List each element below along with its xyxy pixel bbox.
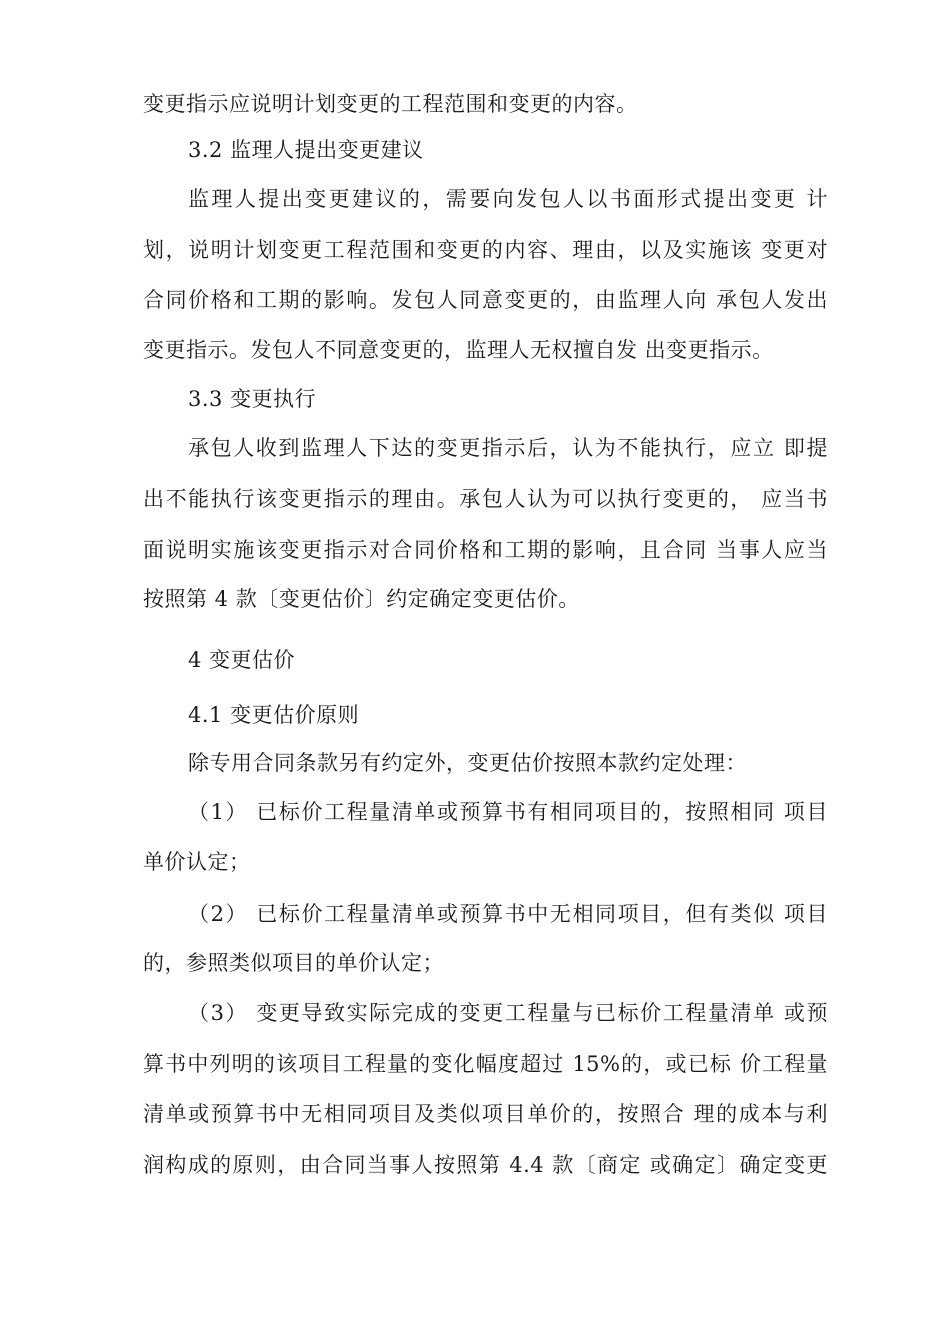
section-heading-3-2: 3.2 监理人提出变更建议 [188,138,424,162]
body-text-line: 承包人收到监理人下达的变更指示后，认为不能执行，应立 即提 [188,436,828,460]
body-text-line: 清单或预算书中无相同项目及类似项目单价的，按照合 理的成本与利 [143,1102,828,1126]
body-text-line: 合同价格和工期的影响。发包人同意变更的，由监理人向 承包人发出 [143,288,828,312]
body-text-line: 面说明实施该变更指示对合同价格和工期的影响，且合同 当事人应当 [143,538,828,562]
list-item-1: （1） 已标价工程量清单或预算书有相同项目的，按照相同 项目 [188,800,828,824]
body-text-line: 监理人提出变更建议的，需要向发包人以书面形式提出变更 计 [188,187,828,211]
list-item-3: （3） 变更导致实际完成的变更工程量与已标价工程量清单 或预 [188,1001,828,1025]
body-text-line: 变更指示。发包人不同意变更的，监理人无权擅自发 出变更指示。 [143,338,774,362]
body-text-line: 的，参照类似项目的单价认定； [143,951,444,975]
body-text-line: 除专用合同条款另有约定外，变更估价按照本款约定处理： [188,751,747,775]
section-heading-3-3: 3.3 变更执行 [188,387,317,411]
body-text-line: 算书中列明的该项目工程量的变化幅度超过 15%的，或已标 价工程量 [143,1052,828,1076]
section-heading-4: 4 变更估价 [188,648,296,672]
body-text-line: 润构成的原则，由合同当事人按照第 4.4 款〔商定 或确定〕确定变更 [143,1153,828,1177]
body-text-line: 按照第 4 款〔变更估价〕约定确定变更估价。 [143,587,580,611]
body-text-line: 出不能执行该变更指示的理由。承包人认为可以执行变更的， 应当书 [143,487,828,511]
section-heading-4-1: 4.1 变更估价原则 [188,703,360,727]
list-item-2: （2） 已标价工程量清单或预算书中无相同项目，但有类似 项目 [188,902,828,926]
body-text-line: 划，说明计划变更工程范围和变更的内容、理由，以及实施该 变更对 [143,238,828,262]
body-text-line: 单价认定； [143,850,251,874]
body-text-line: 变更指示应说明计划变更的工程范围和变更的内容。 [143,92,638,116]
